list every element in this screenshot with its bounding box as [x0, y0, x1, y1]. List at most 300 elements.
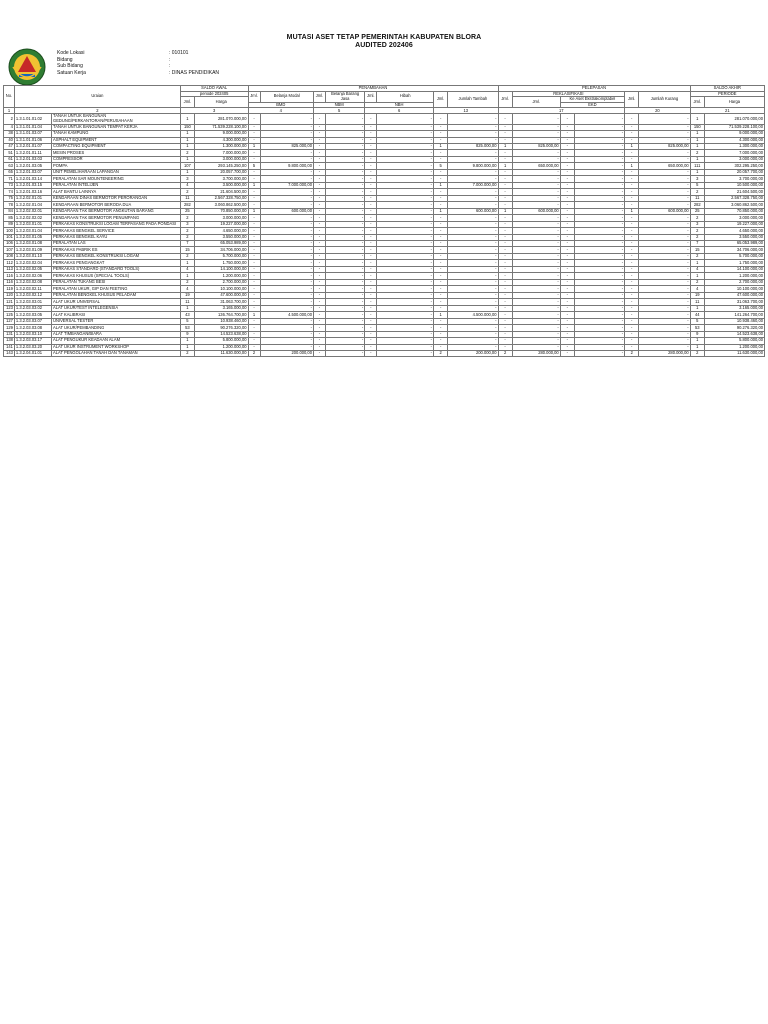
header-jml: Jml. — [248, 91, 260, 102]
cell-jml-nbh: - — [365, 350, 377, 356]
cell-harga-awal: 10.100.000,00 — [195, 286, 248, 292]
cell-kode: 1.3.2.03.03.05 — [14, 312, 51, 318]
cell-jml-bm: - — [248, 344, 260, 350]
cell-harga-ekd: - — [574, 350, 624, 356]
cell-jml-tambah: - — [434, 318, 448, 324]
cell-harga-awal: 3.000.000,00 — [195, 156, 248, 162]
cell-harga-ekd: - — [574, 247, 624, 253]
cell-uraian: PERALATAN TUKANG BESI — [52, 279, 181, 285]
cell-jml-akhir: 2 — [690, 215, 704, 221]
cell-jml-akhir: 1 — [690, 114, 704, 124]
cell-jumlah-tambah: - — [448, 156, 498, 162]
cell-uraian: ALAT PENGUKUR KEADAAN ALAM — [52, 338, 181, 344]
cell-harga-ekd: - — [574, 176, 624, 182]
cell-jml-bm: - — [248, 202, 260, 208]
cell-harga-nbm: - — [325, 266, 364, 272]
cell-harga-ekd: - — [574, 344, 624, 350]
cell-jml-awal: 2 — [180, 150, 194, 156]
cell-jml-kurang: - — [625, 228, 639, 234]
cell-harga-ekd: - — [574, 208, 624, 214]
cell-harga-nbh: - — [377, 292, 434, 298]
table-body — [4, 114, 765, 357]
cell-jml-tambah: - — [434, 228, 448, 234]
cell-harga-ekd: - — [574, 260, 624, 266]
cell-no: 138 — [4, 338, 15, 344]
meta-label: Bidang — [57, 56, 73, 63]
cell-jml-nbh: - — [365, 124, 377, 130]
cell-jml-kurang: - — [625, 266, 639, 272]
cell-jml-rek: - — [498, 286, 512, 292]
cell-jml-kurang: - — [625, 292, 639, 298]
cell-harga-awal: 1.300.000,00 — [195, 143, 248, 149]
cell-harga-nbm: - — [325, 299, 364, 305]
cell-harga-rek: - — [512, 169, 560, 175]
cell-jml-akhir: 1 — [690, 344, 704, 350]
cell-jml-bm: - — [248, 189, 260, 195]
cell-harga-nbm: - — [325, 350, 364, 356]
header-jml: Jml. — [434, 91, 448, 108]
cell-harga-rek: - — [512, 241, 560, 247]
cell-uraian: PERKAKAS BENGKEL KAYU — [52, 234, 181, 240]
cell-jml-akhir: 2 — [690, 234, 704, 240]
cell-uraian: MESIN PROSES — [52, 150, 181, 156]
cell-jml-awal: 150 — [180, 124, 194, 130]
cell-jml-bm: - — [248, 228, 260, 234]
cell-harga-akhir: 21.604.500,00 — [704, 189, 764, 195]
cell-harga-bm: 7.000.000,00 — [260, 182, 313, 188]
cell-jml-akhir: 1 — [690, 338, 704, 344]
cell-jml-kurang: - — [625, 325, 639, 331]
cell-jml-nbh: - — [365, 208, 377, 214]
cell-jml-kurang: - — [625, 189, 639, 195]
cell-harga-ekd: - — [574, 114, 624, 124]
cell-harga-nbm: - — [325, 253, 364, 259]
cell-jml-awal: 3 — [180, 176, 194, 182]
cell-jml-ekd: - — [560, 208, 574, 214]
cell-harga-nbm: - — [325, 247, 364, 253]
cell-harga-rek: - — [512, 312, 560, 318]
cell-uraian: COMPRESSOR — [52, 156, 181, 162]
cell-harga-akhir: 1.200.000,00 — [704, 273, 764, 279]
cell-harga-rek: - — [512, 202, 560, 208]
cell-jml-akhir: 25 — [690, 208, 704, 214]
cell-jml-nbh: - — [365, 228, 377, 234]
cell-jml-bm: - — [248, 253, 260, 259]
cell-no: 129 — [4, 325, 15, 331]
cell-harga-nbh: - — [377, 266, 434, 272]
cell-harga-bm: - — [260, 305, 313, 311]
cell-harga-ekd: - — [574, 241, 624, 247]
cell-jml-kurang: - — [625, 221, 639, 227]
cell-jml-ekd: - — [560, 221, 574, 227]
cell-jml-tambah: - — [434, 150, 448, 156]
cell-harga-akhir: 10.500.000,00 — [704, 182, 764, 188]
cell-uraian: PERALATAN BENGKEL KHUSUS PELADAM — [52, 292, 181, 298]
cell-harga-akhir: 3.000.000,00 — [704, 215, 764, 221]
cell-jumlah-tambah: - — [448, 338, 498, 344]
report-subtitle: AUDITED 202406 — [355, 42, 413, 49]
cell-uraian: PERKAKAS BENGKEL KONSTRUKSI LOGAM — [52, 253, 181, 259]
cell-harga-nbm: - — [325, 318, 364, 324]
cell-harga-bm: - — [260, 137, 313, 143]
cell-uraian: COMPACTING EQUIPMENT — [52, 143, 181, 149]
cell-jml-bm: - — [248, 299, 260, 305]
cell-harga-nbm: - — [325, 260, 364, 266]
meta-row — [57, 63, 369, 70]
cell-jumlah-tambah: - — [448, 150, 498, 156]
cell-jml-nbm: - — [313, 286, 325, 292]
cell-jml-nbh: - — [365, 163, 377, 169]
cell-jml-bm: - — [248, 325, 260, 331]
cell-harga-akhir: 281.070.000,00 — [704, 114, 764, 124]
cell-jml-tambah: - — [434, 156, 448, 162]
cell-jml-rek: - — [498, 299, 512, 305]
cell-harga-nbh: - — [377, 234, 434, 240]
cell-uraian: PERKAKAS KONSTRUKSI LOGAM TERPASANG PADA PONDASI — [52, 221, 181, 227]
cell-kode: 1.3.2.03.01.08 — [14, 241, 51, 247]
cell-jumlah-kurang: - — [639, 189, 690, 195]
cell-harga-rek: - — [512, 156, 560, 162]
cell-jml-rek: - — [498, 234, 512, 240]
cell-jml-rek: - — [498, 338, 512, 344]
cell-jml-awal: 53 — [180, 325, 194, 331]
cell-jumlah-kurang: - — [639, 202, 690, 208]
cell-jml-tambah: - — [434, 176, 448, 182]
cell-jml-awal: 1 — [180, 260, 194, 266]
cell-kode: 1.3.1.01.01.04 — [14, 124, 51, 130]
cell-no: 112 — [4, 260, 15, 266]
cell-jml-awal: 2 — [180, 215, 194, 221]
cell-harga-ekd: - — [574, 312, 624, 318]
cell-harga-akhir: 4.300.000,00 — [704, 137, 764, 143]
cell-jml-rek: - — [498, 221, 512, 227]
cell-jml-nbm: - — [313, 260, 325, 266]
cell-kode: 1.3.2.01.03.14 — [14, 176, 51, 182]
cell-jml-rek: - — [498, 137, 512, 143]
cell-harga-awal: 5.800.000,00 — [195, 338, 248, 344]
cell-uraian: PERKAKAS STANDARD (STANDARD TOOLS) — [52, 266, 181, 272]
cell-no: 84 — [4, 208, 15, 214]
cell-jml-nbm: - — [313, 305, 325, 311]
header-belanja-modal: Belanja Modal — [260, 91, 313, 102]
cell-jml-ekd: - — [560, 247, 574, 253]
cell-harga-awal: 3.550.000,00 — [195, 234, 248, 240]
header-uraian: Uraian — [14, 86, 180, 108]
header-periode: PERIODE — [690, 91, 764, 97]
cell-jumlah-tambah: - — [448, 124, 498, 130]
cell-jml-rek: - — [498, 344, 512, 350]
cell-harga-akhir: 47.600.000,00 — [704, 292, 764, 298]
cell-harga-rek: - — [512, 279, 560, 285]
cell-harga-rek: - — [512, 318, 560, 324]
cell-harga-nbh: - — [377, 208, 434, 214]
cell-harga-bm: - — [260, 266, 313, 272]
cell-uraian: KENDARAAN DINAS BERMOTOR PERORANGAN — [52, 195, 181, 201]
cell-harga-bm: - — [260, 169, 313, 175]
cell-harga-awal: 20.057.700,00 — [195, 169, 248, 175]
cell-jumlah-tambah: - — [448, 176, 498, 182]
cell-jml-akhir: 1 — [690, 273, 704, 279]
cell-jml-kurang: - — [625, 253, 639, 259]
cell-harga-nbm: - — [325, 163, 364, 169]
cell-jml-tambah: - — [434, 195, 448, 201]
cell-jumlah-kurang: - — [639, 279, 690, 285]
cell-jml-nbh: - — [365, 331, 377, 337]
meta-label: Sub Bidang — [57, 63, 83, 70]
cell-jml-nbh: - — [365, 247, 377, 253]
cell-harga-akhir: 1.750.000,00 — [704, 260, 764, 266]
cell-harga-akhir: 2.567.328.750,00 — [704, 195, 764, 201]
column-number: 1 — [4, 108, 15, 114]
cell-harga-nbm: - — [325, 114, 364, 124]
cell-harga-nbh: - — [377, 176, 434, 182]
cell-jumlah-tambah: - — [448, 228, 498, 234]
cell-jml-rek: - — [498, 182, 512, 188]
cell-jml-akhir: 15 — [690, 247, 704, 253]
cell-harga-bm: - — [260, 176, 313, 182]
cell-kode: 1.3.2.03.01.05 — [14, 234, 51, 240]
cell-harga-awal: 3.000.000,00 — [195, 215, 248, 221]
cell-no: 123 — [4, 305, 15, 311]
cell-jml-nbh: - — [365, 299, 377, 305]
cell-harga-ekd: - — [574, 124, 624, 130]
cell-jumlah-tambah: - — [448, 195, 498, 201]
cell-no: 89 — [4, 221, 15, 227]
cell-jml-ekd: - — [560, 195, 574, 201]
cell-kode: 1.3.2.03.01.10 — [14, 253, 51, 259]
cell-jml-rek: 1 — [498, 208, 512, 214]
cell-jml-nbh: - — [365, 292, 377, 298]
cell-jml-rek: - — [498, 228, 512, 234]
cell-harga-nbh: - — [377, 331, 434, 337]
cell-jml-awal: 1 — [180, 305, 194, 311]
header-jml: Jml. — [690, 97, 704, 108]
cell-harga-awal: 5.700.000,00 — [195, 253, 248, 259]
cell-jml-bm: - — [248, 131, 260, 137]
cell-jumlah-tambah: - — [448, 260, 498, 266]
cell-jml-nbh: - — [365, 182, 377, 188]
cell-jumlah-kurang: 650.000,00 — [639, 163, 690, 169]
cell-kode: 1.3.2.01.03.16 — [14, 189, 51, 195]
cell-jml-akhir: 1 — [690, 131, 704, 137]
cell-harga-nbm: - — [325, 182, 364, 188]
cell-jml-rek: - — [498, 266, 512, 272]
cell-jml-tambah: - — [434, 331, 448, 337]
cell-harga-akhir: 70.850.000,00 — [704, 208, 764, 214]
cell-jumlah-tambah: - — [448, 344, 498, 350]
cell-jml-nbh: - — [365, 189, 377, 195]
header-ke-aset-ekstrakomptabel: Ke Aset Ekstrakomptabel — [560, 97, 624, 103]
cell-harga-nbm: - — [325, 286, 364, 292]
cell-jumlah-tambah: - — [448, 137, 498, 143]
cell-jml-tambah: - — [434, 215, 448, 221]
cell-uraian: ALAT PENGOLAHAN TANAH DAN TANAMAN — [52, 350, 181, 356]
cell-kode: 1.3.2.01.03.05 — [14, 163, 51, 169]
cell-jumlah-kurang: - — [639, 299, 690, 305]
cell-harga-bm: - — [260, 215, 313, 221]
header-jml: Jml. — [625, 91, 639, 108]
cell-jml-akhir: 282 — [690, 202, 704, 208]
cell-jml-bm: 5 — [248, 163, 260, 169]
cell-no: 108 — [4, 253, 15, 259]
cell-jml-akhir: 4 — [690, 266, 704, 272]
cell-jumlah-tambah: 825.000,00 — [448, 143, 498, 149]
cell-no: 63 — [4, 163, 15, 169]
cell-jml-ekd: - — [560, 228, 574, 234]
cell-jumlah-tambah: - — [448, 202, 498, 208]
cell-jml-nbm: - — [313, 331, 325, 337]
meta-label: Kode Lokasi — [57, 50, 85, 56]
cell-no: 116 — [4, 273, 15, 279]
cell-harga-nbm: - — [325, 143, 364, 149]
cell-jml-bm: - — [248, 273, 260, 279]
cell-jml-nbm: - — [313, 169, 325, 175]
cell-jml-ekd: - — [560, 305, 574, 311]
report-meta — [57, 50, 369, 76]
cell-harga-rek: 280.000,00 — [512, 350, 560, 356]
cell-jml-tambah: - — [434, 266, 448, 272]
cell-jml-bm: - — [248, 241, 260, 247]
cell-harga-akhir: 2.700.000,00 — [704, 279, 764, 285]
cell-uraian: POMPA — [52, 163, 181, 169]
cell-jumlah-kurang: - — [639, 150, 690, 156]
cell-harga-ekd: - — [574, 338, 624, 344]
cell-jml-ekd: - — [560, 131, 574, 137]
cell-uraian: PERKAKAS PABRIK ES — [52, 247, 181, 253]
cell-jml-rek: - — [498, 189, 512, 195]
cell-jumlah-kurang: - — [639, 215, 690, 221]
cell-jumlah-tambah: - — [448, 331, 498, 337]
cell-jml-awal: 11 — [180, 299, 194, 305]
cell-jml-bm: - — [248, 114, 260, 124]
cell-harga-rek: - — [512, 131, 560, 137]
cell-harga-rek: - — [512, 325, 560, 331]
cell-kode: 1.3.2.03.03.01 — [14, 299, 51, 305]
cell-harga-nbh: - — [377, 305, 434, 311]
cell-harga-ekd: - — [574, 325, 624, 331]
cell-jumlah-tambah: - — [448, 247, 498, 253]
cell-jml-kurang: - — [625, 279, 639, 285]
cell-jml-rek: - — [498, 131, 512, 137]
cell-no: 51 — [4, 150, 15, 156]
meta-value: : — [169, 56, 171, 63]
cell-harga-nbm: - — [325, 208, 364, 214]
header-penambahan: PENAMBAHAN — [248, 86, 498, 92]
cell-no: 74 — [4, 189, 15, 195]
cell-harga-ekd: - — [574, 266, 624, 272]
cell-no: 73 — [4, 182, 15, 188]
cell-jml-nbm: - — [313, 344, 325, 350]
cell-harga-nbm: - — [325, 176, 364, 182]
cell-jumlah-tambah: 7.000.000,00 — [448, 182, 498, 188]
cell-harga-awal: 19.227.000,00 — [195, 221, 248, 227]
table-row — [4, 114, 765, 124]
cell-harga-rek: - — [512, 260, 560, 266]
cell-jml-ekd: - — [560, 331, 574, 337]
cell-harga-awal: 47.600.000,00 — [195, 292, 248, 298]
cell-harga-rek: - — [512, 234, 560, 240]
cell-harga-rek: - — [512, 195, 560, 201]
cell-jumlah-tambah: - — [448, 131, 498, 137]
cell-jml-kurang: 1 — [625, 208, 639, 214]
cell-uraian: KENDARAAN TAK BERMOTOR ANGKUTAN BARANG — [52, 208, 181, 214]
cell-jml-akhir: 4 — [690, 286, 704, 292]
cell-harga-akhir: 14.523.638,00 — [704, 331, 764, 337]
cell-harga-ekd: - — [574, 169, 624, 175]
cell-harga-ekd: - — [574, 331, 624, 337]
header-jumlah-kurang: Jumlah Kurang — [639, 91, 690, 108]
cell-no: 107 — [4, 247, 15, 253]
cell-jumlah-kurang: 280.000,00 — [639, 350, 690, 356]
cell-jml-ekd: - — [560, 292, 574, 298]
cell-jml-kurang: - — [625, 114, 639, 124]
cell-harga-nbm: - — [325, 221, 364, 227]
cell-jml-nbh: - — [365, 312, 377, 318]
cell-jml-bm: - — [248, 266, 260, 272]
cell-jumlah-kurang: - — [639, 273, 690, 279]
column-number: 6 — [365, 108, 434, 114]
cell-jml-rek: - — [498, 305, 512, 311]
cell-jml-ekd: - — [560, 279, 574, 285]
cell-kode: 1.3.2.01.03.03 — [14, 156, 51, 162]
cell-harga-awal: 9.000.000,00 — [195, 131, 248, 137]
kabupaten-blora-emblem-logo — [7, 47, 47, 87]
cell-jml-ekd: - — [560, 253, 574, 259]
cell-harga-nbm: - — [325, 241, 364, 247]
cell-harga-akhir: 19.227.000,00 — [704, 221, 764, 227]
cell-harga-akhir: 34.706.000,00 — [704, 247, 764, 253]
cell-jml-rek: - — [498, 156, 512, 162]
cell-harga-awal: 1.200.000,00 — [195, 344, 248, 350]
cell-harga-akhir: 3.700.000,00 — [704, 176, 764, 182]
cell-harga-awal: 293.145.250,00 — [195, 163, 248, 169]
cell-harga-nbh: - — [377, 247, 434, 253]
cell-harga-ekd: - — [574, 156, 624, 162]
cell-jml-rek: - — [498, 195, 512, 201]
cell-jml-rek: - — [498, 312, 512, 318]
cell-harga-akhir: 5.800.000,00 — [704, 338, 764, 344]
cell-jml-bm: - — [248, 331, 260, 337]
cell-jml-nbm: - — [313, 312, 325, 318]
cell-harga-awal: 3.165.000,00 — [195, 305, 248, 311]
cell-harga-ekd: - — [574, 182, 624, 188]
cell-harga-ekd: - — [574, 163, 624, 169]
cell-jml-awal: 2 — [180, 228, 194, 234]
cell-jumlah-kurang: - — [639, 169, 690, 175]
column-number: 21 — [690, 108, 764, 114]
cell-harga-ekd: - — [574, 150, 624, 156]
column-number: 5 — [313, 108, 364, 114]
meta-value: : 010101 — [169, 50, 189, 56]
cell-jml-tambah: - — [434, 247, 448, 253]
cell-jml-nbm: - — [313, 124, 325, 130]
cell-no: 113 — [4, 266, 15, 272]
cell-jumlah-kurang: - — [639, 318, 690, 324]
cell-jml-nbm: - — [313, 114, 325, 124]
cell-harga-akhir: 31.063.700,00 — [704, 299, 764, 305]
cell-harga-ekd: - — [574, 202, 624, 208]
cell-uraian: KENDARAAN BERMOTOR BERODA DUA — [52, 202, 181, 208]
cell-harga-ekd: - — [574, 234, 624, 240]
cell-jml-nbh: - — [365, 156, 377, 162]
cell-harga-nbh: - — [377, 318, 434, 324]
cell-jml-rek: - — [498, 279, 512, 285]
cell-jumlah-tambah: - — [448, 114, 498, 124]
cell-harga-nbh: - — [377, 253, 434, 259]
cell-jml-tambah: - — [434, 292, 448, 298]
cell-uraian: ALAT UKUR INSTRUMENT WORKSHOP — [52, 344, 181, 350]
meta-value: : DINAS PENDIDIKAN — [169, 69, 220, 76]
